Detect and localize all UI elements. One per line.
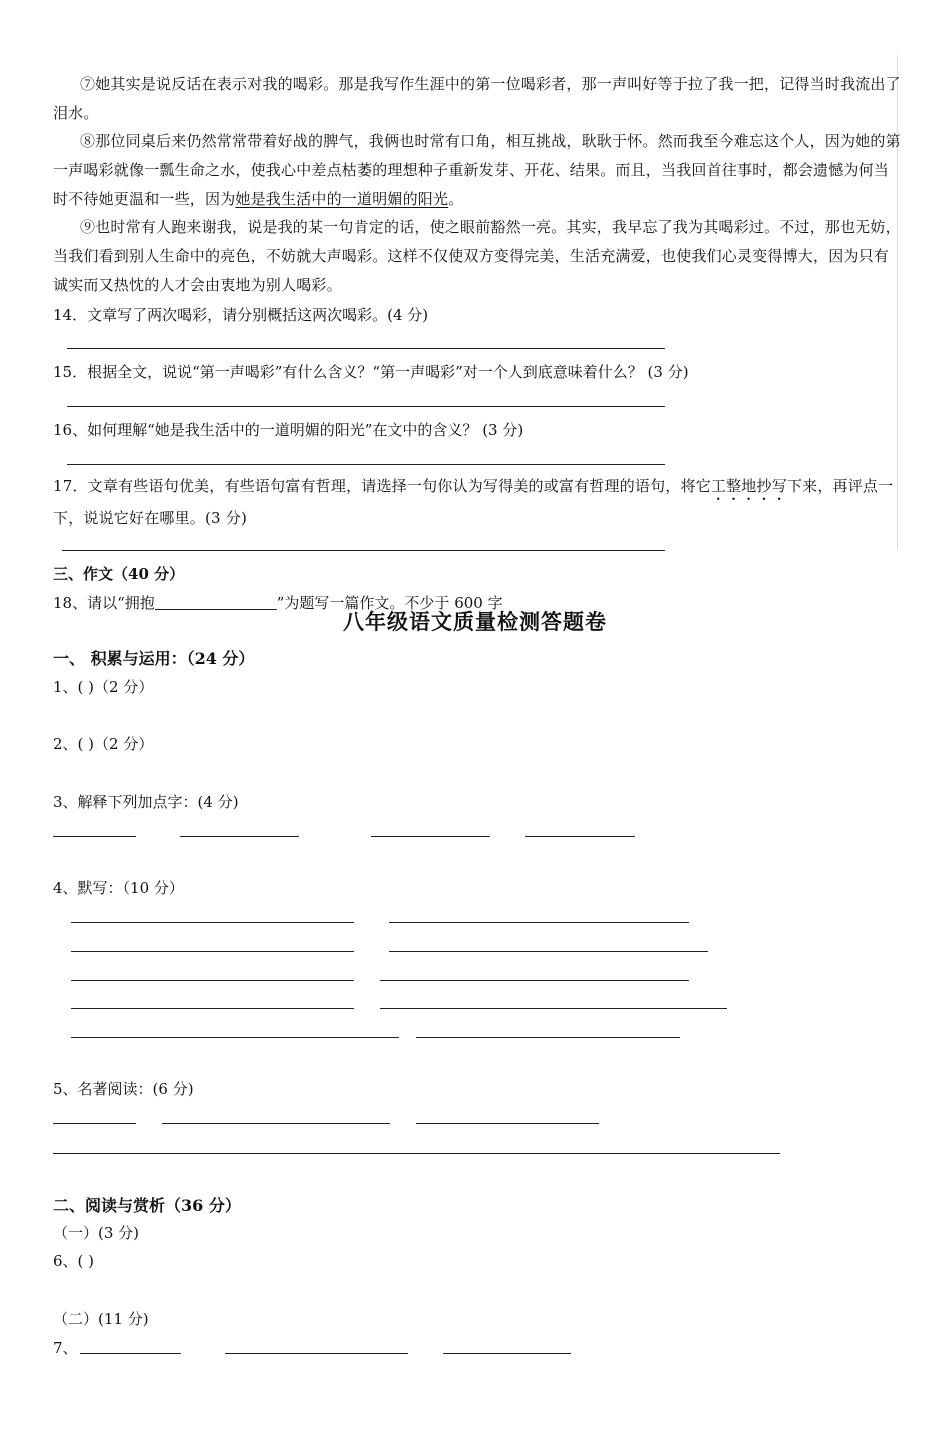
paragraph-8-underlined: 她是我生活中的一道明媚的阳光 <box>235 190 449 208</box>
classics-line-1[interactable] <box>53 1123 136 1124</box>
question-17-dotted: 工整地抄写 <box>710 477 787 495</box>
part-1-heading: （一）(3 分) <box>53 1224 140 1242</box>
answer-3: 3、解释下列加点字：(4 分) <box>53 793 239 811</box>
recite-line-10[interactable] <box>416 1037 680 1038</box>
answer-line-15[interactable] <box>67 406 665 407</box>
answer-line-14[interactable] <box>67 348 665 349</box>
recite-line-3[interactable] <box>71 951 354 952</box>
answer-line-17[interactable] <box>62 550 665 551</box>
answer-4: 4、默写：（10 分） <box>53 879 184 897</box>
recite-line-4[interactable] <box>389 951 708 952</box>
classics-line-2[interactable] <box>162 1123 390 1124</box>
paragraph-7: ⑦她其实是说反话在表示对我的喝彩。那是我写作生涯中的第一位喝彩者，那一声叫好等于拉了我一把，记得当时我流出了泪水。 <box>53 75 901 122</box>
answer-7: 7、 <box>53 1339 78 1357</box>
answer-7-line-3[interactable] <box>443 1353 571 1354</box>
question-15: 15．根据全文，说说“第一声喝彩”有什么含义？“第一声喝彩”对一个人到底意味着什么？ (3 分) <box>53 363 689 381</box>
paragraph-8-end: 。 <box>448 190 464 208</box>
classics-line-4[interactable] <box>53 1153 780 1154</box>
answer-7-line-2[interactable] <box>225 1353 408 1354</box>
answer-5: 5、名著阅读：(6 分) <box>53 1080 194 1098</box>
answer-3-line-3[interactable] <box>371 836 490 837</box>
recite-line-5[interactable] <box>71 980 354 981</box>
section-2-heading: 二、阅读与赏析（36 分） <box>53 1196 241 1215</box>
recite-line-9[interactable] <box>71 1037 399 1038</box>
answer-2: 2、( )（2 分） <box>53 735 154 753</box>
answer-sheet-title: 八年级语文质量检测答题卷 <box>343 609 607 634</box>
classics-line-3[interactable] <box>416 1123 599 1124</box>
answer-7-line-1[interactable] <box>80 1353 181 1354</box>
question-14: 14．文章写了两次喝彩，请分别概括这两次喝彩。(4 分) <box>53 306 429 324</box>
answer-line-16[interactable] <box>67 464 665 465</box>
recite-line-2[interactable] <box>389 922 689 923</box>
paragraph-8-text: ⑧那位同桌后来仍然常常带着好战的脾气，我俩也时常有口角，相互挑战，耿耿于怀。然而我至今难忘这个人，因为她的第一声喝彩就像一瓢生命之水，使我心中差点枯萎的理想种子重新发芽、开花、结果。而且，当我回首往事时，都会遗憾为何当时不待她更温和一些，因为 <box>53 132 901 208</box>
question-17 <box>53 472 903 533</box>
recite-line-8[interactable] <box>380 1008 727 1009</box>
section-1-heading: 一、 积累与运用：（24 分） <box>53 649 255 668</box>
composition-heading: 三、作文（40 分） <box>53 565 185 583</box>
answer-6: 6、( ) <box>53 1252 95 1270</box>
part-2-heading: （二）(11 分) <box>53 1310 149 1328</box>
question-18-end: ”为题写一篇作文。不少于 600 字 <box>276 594 503 612</box>
answer-1: 1、( )（2 分） <box>53 678 154 696</box>
answer-3-line-2[interactable] <box>180 836 299 837</box>
question-17-text: 17．文章有些语句优美，有些语句富有哲理，请选择一句你认为写得美的或富有哲理的语句，将它 <box>53 477 711 495</box>
recite-line-1[interactable] <box>71 922 354 923</box>
paragraph-8 <box>53 127 903 214</box>
question-18-text: 18、请以“拥抱 <box>53 594 155 612</box>
answer-3-line-1[interactable] <box>53 836 136 837</box>
recite-line-7[interactable] <box>71 1008 354 1009</box>
paragraph-9: ⑨也时常有人跑来谢我，说是我的某一句肯定的话，使之眼前豁然一亮。其实，我早忘了我为其喝彩过。不过，那也无妨，当我们看到别人生命中的亮色，不妨就大声喝彩。这样不仅使双方变得完美，生活充满爱，也使我们心灵变得博大，因为只有诚实而又热忱的人才会由衷地为别人喝彩。 <box>53 218 901 294</box>
question-17-end: 下来，再评点一下，说说它好在哪里。(3 分) <box>53 477 894 527</box>
recite-line-6[interactable] <box>380 980 689 981</box>
question-16: 16、如何理解“她是我生活中的一道明媚的阳光”在文中的含义？ (3 分) <box>53 421 524 439</box>
answer-3-line-4[interactable] <box>525 836 635 837</box>
